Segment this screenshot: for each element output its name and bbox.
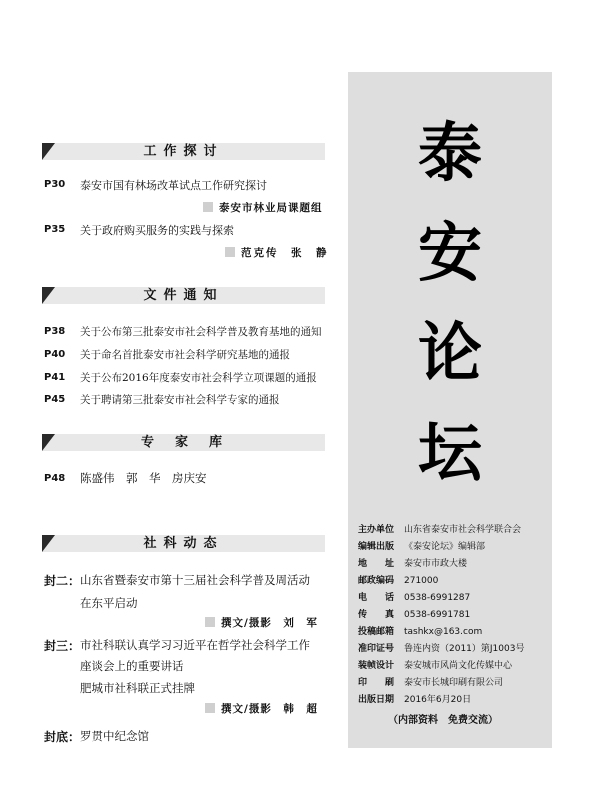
page-number: P40 (44, 349, 66, 360)
section-header-work (42, 143, 325, 160)
cover2-line[interactable]: 在东平启动 (80, 596, 138, 610)
cover3-label: 封三： (44, 639, 81, 653)
masthead-char: 安 (418, 216, 482, 291)
section-header-notices (42, 287, 325, 304)
cover2-author: 撰文/摄影 刘 军 (205, 615, 318, 630)
info-row: 投稿邮箱 tashkx@163.com (358, 627, 483, 637)
info-row: 装帧设计 泰安城市风尚文化传媒中心 (358, 661, 513, 671)
square-bullet-icon (225, 247, 235, 257)
section-header-news (42, 535, 325, 552)
article-author: 范克传 张 静 (225, 245, 329, 260)
info-row: 邮政编码 271000 (358, 576, 439, 586)
info-row: 印 刷 泰安市长城印刷有限公司 (358, 678, 504, 688)
notice-title[interactable]: 关于命名首批泰安市社会科学研究基地的通报 (80, 349, 290, 361)
back-cover-label: 封底： (44, 730, 81, 744)
cover3-line[interactable]: 座谈会上的重要讲话 (80, 659, 184, 673)
section-title: 社科动态 (143, 536, 224, 551)
cover3-line[interactable]: 市社科联认真学习习近平在哲学社会科学工作 (80, 638, 310, 652)
page-number: P45 (44, 394, 66, 405)
info-row: 主办单位 山东省泰安市社会科学联合会 (358, 525, 522, 535)
notice-title[interactable]: 关于公布2016年度泰安市社会科学立项课题的通报 (80, 372, 317, 384)
cover3-line[interactable]: 肥城市社科联正式挂牌 (80, 681, 195, 695)
section-header-experts (42, 434, 325, 451)
info-row: 准印证号 鲁连内资（2011）第J1003号 (358, 644, 525, 654)
notice-title[interactable]: 关于聘请第三批泰安市社会科学专家的通报 (80, 394, 280, 406)
cover3-author: 撰文/摄影 韩 超 (205, 701, 318, 716)
square-bullet-icon (205, 617, 215, 627)
section-title: 工作探讨 (143, 144, 224, 159)
info-row: 出版日期 2016年6月20日 (358, 695, 472, 705)
square-bullet-icon (205, 703, 215, 713)
page-number: P38 (44, 326, 66, 337)
article-title[interactable]: 泰安市国有林场改革试点工作研究探讨 (80, 179, 267, 192)
page-number: P41 (44, 372, 66, 383)
info-row: 地 址 泰安市市政大楼 (358, 559, 468, 569)
article-author: 泰安市林业局课题组 (203, 200, 323, 215)
section-title: 专 家 库 (140, 435, 226, 450)
footer-note: （内部资料 免费交流） (388, 715, 498, 726)
cover2-line[interactable]: 山东省暨泰安市第十三届社会科学普及周活动 (80, 573, 310, 587)
page-number: P35 (44, 224, 66, 235)
cover2-label: 封二： (44, 574, 81, 588)
expert-names[interactable]: 陈盛伟 郭 华 房庆安 (80, 471, 207, 485)
back-cover-text[interactable]: 罗贯中纪念馆 (80, 729, 149, 743)
notice-title[interactable]: 关于公布第三批泰安市社会科学普及教育基地的通知 (80, 326, 322, 338)
square-bullet-icon (203, 202, 213, 212)
section-title: 文件通知 (143, 288, 224, 303)
masthead-char: 泰 (418, 116, 482, 191)
info-row: 传 真 0538-6991781 (358, 610, 471, 620)
masthead-char: 论 (418, 316, 482, 391)
info-row: 编辑出版 《泰安论坛》编辑部 (358, 542, 486, 552)
masthead-char: 坛 (418, 416, 482, 491)
page-number: P48 (44, 473, 66, 484)
masthead-panel (348, 72, 552, 748)
info-row: 电 话 0538-6991287 (358, 593, 471, 603)
page-number: P30 (44, 179, 66, 190)
article-title[interactable]: 关于政府购买服务的实践与探索 (80, 224, 234, 237)
